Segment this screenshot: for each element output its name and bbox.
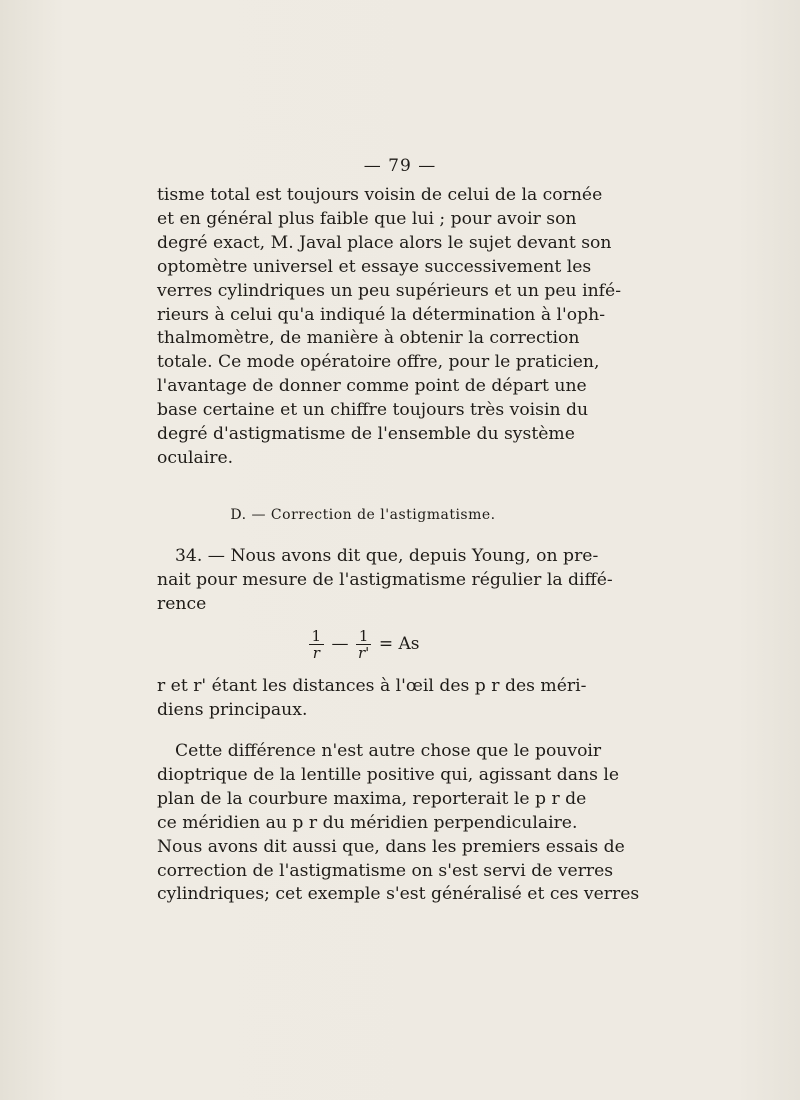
text-line: plan de la courbure maxima, reporterait le p r de bbox=[157, 788, 587, 809]
paragraph-3 bbox=[157, 740, 640, 907]
text-line: Nous avons dit aussi que, dans les premiers essais de bbox=[157, 836, 625, 857]
text-line: rence bbox=[157, 593, 207, 614]
text-line: 34. — Nous avons dit que, depuis Young, on pre- bbox=[175, 546, 599, 566]
denominator: r bbox=[312, 644, 320, 662]
numerator: 1 bbox=[356, 628, 372, 645]
text-line: diens principaux. bbox=[157, 699, 308, 720]
text-line: optomètre universel et essaye successivement les bbox=[157, 256, 592, 277]
text-line: et en général plus faible que lui ; pour avoir son bbox=[157, 208, 577, 229]
astigmatism-formula bbox=[157, 628, 569, 661]
text-line: nait pour mesure de l'astigmatisme régulier la diffé- bbox=[157, 569, 613, 590]
text-line: thalmomètre, de manière à obtenir la correction bbox=[157, 328, 580, 349]
text-line: totale. Ce mode opératoire offre, pour le praticien, bbox=[157, 352, 600, 373]
page-number: — 79 — bbox=[363, 156, 437, 176]
text-line: base certaine et un chiffre toujours très voisin du bbox=[157, 400, 589, 421]
fraction-1-over-r-prime bbox=[356, 628, 372, 661]
section-heading: D. — Correction de l'astigmatisme. bbox=[230, 507, 496, 523]
fraction-1-over-r bbox=[309, 628, 325, 661]
text-line: rieurs à celui qu'a indiqué la détermination à l'oph- bbox=[157, 304, 605, 325]
text-line: dioptrique de la lentille positive qui, agissant dans le bbox=[157, 764, 620, 785]
text-line: r et r' étant les distances à l'œil des p r des méri- bbox=[157, 676, 587, 696]
denominator: r' bbox=[358, 644, 370, 662]
text-line: verres cylindriques un peu supérieurs et un peu infé- bbox=[157, 280, 621, 301]
text-line: ce méridien au p r du méridien perpendiculaire. bbox=[157, 812, 578, 833]
text-line: correction de l'astigmatisme on s'est servi de verres bbox=[157, 860, 614, 881]
text-line: tisme total est toujours voisin de celui de la cornée bbox=[157, 185, 603, 205]
paragraph-1 bbox=[157, 184, 621, 471]
numerator: 1 bbox=[309, 628, 325, 645]
text-line: Cette différence n'est autre chose que le pouvoir bbox=[175, 741, 602, 761]
text-line: degré d'astigmatisme de l'ensemble du système bbox=[157, 424, 575, 445]
text-line: oculaire. bbox=[157, 447, 234, 468]
paragraph-2-continued bbox=[157, 675, 587, 723]
minus-operator: — bbox=[331, 634, 349, 654]
formula-result: = As bbox=[378, 634, 420, 654]
paragraph-2 bbox=[157, 545, 613, 617]
text-line: degré exact, M. Javal place alors le sujet devant son bbox=[157, 232, 612, 253]
text-line: cylindriques; cet exemple s'est généralisé et ces verres bbox=[157, 884, 640, 905]
text-line: l'avantage de donner comme point de départ une bbox=[157, 376, 587, 397]
